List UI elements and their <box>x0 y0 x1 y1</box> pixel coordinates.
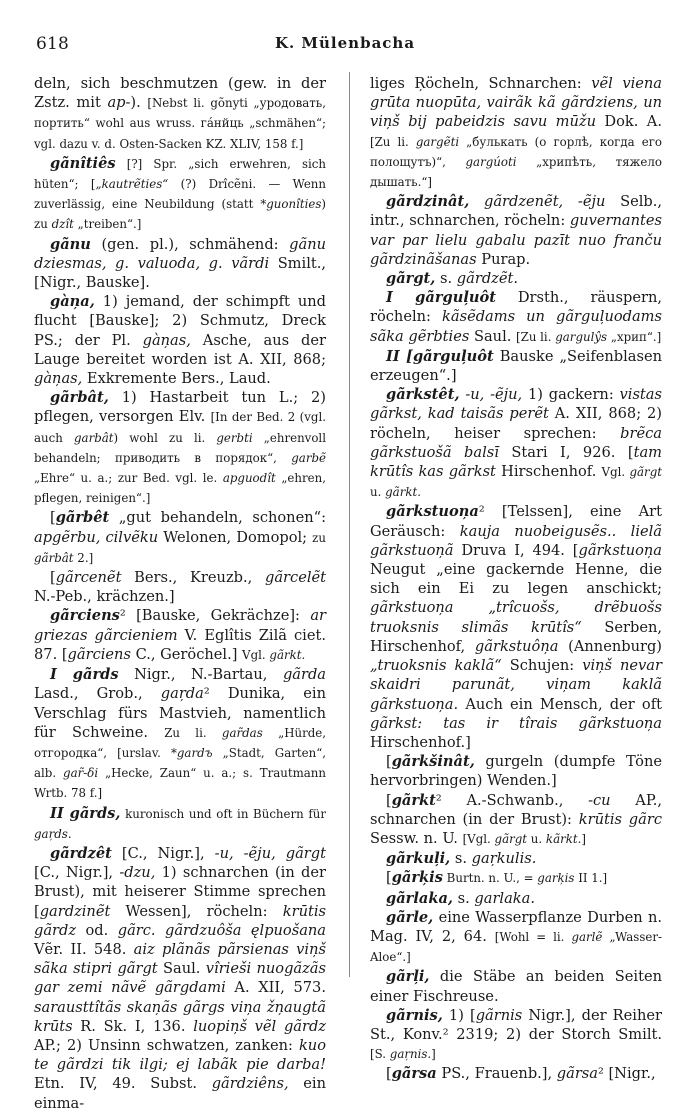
dictionary-entry <box>370 347 662 385</box>
entry-text: 1) schnarchen (in der Brust), mit heiserer Stimme sprechen [ <box>34 864 326 920</box>
entry-continuation <box>34 74 326 154</box>
headword: gãrkstêt, <box>386 386 460 404</box>
entry-text: aiz plãnãs pãrsienas viņš sãka stipri gãrgt <box>34 940 326 978</box>
entry-text: „treiben“.] <box>73 217 142 232</box>
entry-text: „gut behandeln, schonen“: <box>109 509 326 527</box>
headword: gãrkuļi, <box>386 850 451 868</box>
entry-text: 1) gackern: <box>522 386 620 404</box>
entry-text: 1) [ <box>442 1006 476 1024</box>
entry-text: zu <box>312 530 326 545</box>
entry-text: 1) Hastarbeit tun L.; 2) pflegen, versorgen Elv. <box>34 389 326 426</box>
right-column <box>370 74 663 1083</box>
entry-text: gardzinẽt <box>39 902 111 920</box>
entry-text: „хрипѣть, тяжело дышать.“] <box>370 154 662 190</box>
entry-text: (?) Drîcẽni. — Wenn zuverlässig, eine Neubildung (statt <box>34 177 326 212</box>
entry-text: Sessw. n. U. <box>370 829 463 847</box>
entry-text: Hirschenhof. <box>495 463 602 481</box>
headword: gãrle, <box>386 908 434 926</box>
entry-text: ) wohl zu li. <box>113 430 217 445</box>
entry-text: gargúoti <box>465 154 517 169</box>
dictionary-entry <box>34 804 326 844</box>
entry-text: guvernantes var par lielu gabalu pazīt nuo franču gãrdzinãšanas <box>370 212 662 268</box>
dictionary-entry <box>370 908 662 968</box>
dictionary-entry <box>34 606 326 665</box>
entry-text: ein einma- <box>34 1075 326 1112</box>
entry-text: ² A.-Schwanb., <box>435 791 589 809</box>
entry-text: Saul. <box>469 327 517 345</box>
dictionary-entry <box>370 889 662 908</box>
entry-text: [ <box>386 869 392 887</box>
dictionary-entry <box>34 292 326 388</box>
entry-text: [In der Bed. 2 (vgl. auch <box>34 410 326 445</box>
entry-text: „Ehre“ u. a.; zur Bed. vgl. le. <box>34 471 223 486</box>
entry-text: Zu li. <box>164 725 222 740</box>
entry-text: deln, sich beschmutzen (gew. in der Zstz. mit <box>34 75 326 112</box>
entry-text: s. <box>435 270 457 288</box>
entry-text: „truoksnis kaklã“ <box>370 657 502 675</box>
dictionary-entry <box>34 235 326 293</box>
headword: gãrsa <box>391 1065 437 1083</box>
entry-text: [ <box>50 509 56 527</box>
entry-text: (gen. pl.), schmähend: <box>90 235 290 253</box>
entry-text: Burtn. n. U., = <box>442 871 538 886</box>
entry-text: ap- <box>107 94 131 112</box>
entry-text: garbẽ <box>291 450 326 465</box>
entry-text: AP., schnarchen (in der Brust): <box>370 791 662 828</box>
entry-text: gãrda <box>282 666 326 684</box>
entry-text: *guonîties <box>260 197 322 212</box>
entry-text: R. Sk. I, 136. <box>72 1017 194 1035</box>
entry-text: „хрип“.] <box>607 329 662 344</box>
headword: gãrķis <box>391 869 443 887</box>
entry-text: Lasd., Grob., <box>34 685 161 703</box>
entry-text: ar griezas gãrcieniem <box>34 607 326 644</box>
entry-text: Purap. <box>476 250 531 268</box>
headword: gãnu <box>50 235 91 253</box>
entry-text: A. XII, 573. <box>225 979 326 997</box>
entry-text: gaŗda <box>160 685 204 703</box>
headword: gãrdzinât, <box>386 193 470 211</box>
entry-text: [ <box>386 791 392 809</box>
entry-text: apguodît <box>222 471 276 486</box>
entry-text: ² [Nigr., <box>598 1065 656 1083</box>
entry-text: gaŗkulis. <box>471 850 537 868</box>
dictionary-entry <box>370 1006 662 1065</box>
entry-text: Etn. IV, 49. Subst. <box>34 1075 212 1093</box>
entry-text: gãrkstuôņa <box>474 637 559 655</box>
dictionary-entry <box>370 868 662 888</box>
entry-text: gãrkt. <box>385 485 421 500</box>
entry-text: Vgl. <box>601 465 630 480</box>
entry-text: kuronisch und oft in Büchern für <box>120 806 326 821</box>
headword: gãrciens <box>50 607 120 625</box>
entry-text: [Wohl = li. <box>494 929 572 944</box>
entry-text: s. <box>453 889 475 907</box>
entry-text: Druva I, 494. [ <box>453 541 579 559</box>
entry-text: gãrkstuoņa <box>578 541 662 559</box>
left-column <box>34 74 327 1112</box>
entry-text: Vgl. <box>242 647 270 662</box>
entry-text: krūtis gãrc <box>578 810 662 828</box>
entry-text: gaŗnis. <box>389 1047 432 1062</box>
entry-text: gaŗds. <box>34 826 72 841</box>
entry-text: Bers., Kreuzb., <box>121 569 265 587</box>
running-head: K. Mülenbacha <box>274 34 416 52</box>
entry-text: [Nebst li. gõnyti „уродовать, портить“ wohl aus wruss. гáнйць „schmähen“; vgl. dazu v. d. Osten-Sacken KZ. XLIV, 158 f.] <box>34 96 326 151</box>
entry-text: gãrkst: tas ir tîrais gãrkstuoņa <box>370 714 662 732</box>
dictionary-entry <box>370 288 662 347</box>
headword: II [gãrguļuôt <box>386 347 494 365</box>
headword: II gãrds, <box>50 804 121 822</box>
entry-text: „Hecke, Zaun“ u. a.; s. Trautmann Wrtb. 78 f.] <box>34 766 327 801</box>
entry-text: gãrnis <box>475 1006 523 1024</box>
entry-text: gãrciens <box>67 645 131 663</box>
entry-text: garķis <box>537 871 575 886</box>
dictionary-entry <box>370 752 662 790</box>
entry-text: garlaka. <box>474 889 535 907</box>
entry-text: Dok. A. <box>596 113 662 131</box>
headword: gãrbêt <box>55 509 110 527</box>
entry-text: vẽl viena grūta nuopūta, vairãk kã gãrdziens, un viņš bij pabeidzis savu mūžu <box>370 75 662 131</box>
entry-text: (Annenburg) <box>558 637 662 655</box>
entry-text: [C., Nigr.], <box>111 844 215 862</box>
headword: gãrkstuoņa <box>386 503 479 521</box>
entry-text: Schujen: <box>501 657 583 675</box>
dictionary-entry <box>370 967 662 1005</box>
entry-text: luopiņš vẽl gãrdz <box>193 1017 326 1035</box>
dictionary-entry <box>34 388 326 508</box>
entry-text: Neugut „eine gackernde Henne, die sich ein Ei zu legen anschickt; <box>370 561 662 598</box>
entry-text: [S. <box>370 1047 390 1062</box>
entry-text: gãrbât <box>34 550 74 565</box>
entry-text: gargulŷs <box>555 329 608 344</box>
entry-text: gãnu dziesmas, g. valuoda, g. vãrdi <box>34 235 326 272</box>
headword: gãrkšinât, <box>391 753 475 771</box>
entry-text: liges Ŗöcheln, Schnarchen: <box>370 75 592 92</box>
entry-text: [C., Nigr.], <box>34 864 120 882</box>
entry-text: dzît <box>51 217 74 232</box>
entry-text: II 1.] <box>574 871 608 886</box>
entry-text: u. <box>370 485 386 500</box>
entry-text: gãrcenẽt <box>55 569 122 587</box>
entry-text: Drsth., räuspern, röcheln: <box>370 289 662 326</box>
entry-text: „Stadt, Garten“, alb. <box>34 745 326 781</box>
dictionary-entry <box>370 791 662 850</box>
entry-text: gãrgt <box>494 831 528 846</box>
entry-text: A. XII, 868; 2) röcheln, heiser sprechen: <box>370 405 662 442</box>
entry-text: vîrieši nuogãzãs gar zemi nãvẽ gãrgdami <box>34 960 326 997</box>
entry-text: Nigr., N.-Bartau, <box>118 666 283 684</box>
entry-text: kãsẽdams un gãrguļuodams sãka gẽrbties <box>370 308 662 345</box>
entry-text: „булькать (о горлѣ, когда его полощутъ)“, <box>370 134 662 169</box>
entry-text: [?] Spr. „sich erwehren, sich hüten“; [ <box>34 156 326 192</box>
dictionary-entry <box>370 385 662 502</box>
entry-text: [ <box>50 569 56 587</box>
headword: gãrlaka, <box>386 889 453 907</box>
headword: gãnîtiês <box>50 154 116 172</box>
entry-text: [Zu li. <box>516 329 556 344</box>
entry-text: kuo te gãrdzi tik ilgi; ej labãk pie darba! <box>34 1036 326 1074</box>
entry-text: [ <box>386 753 392 771</box>
entry-text: gãrgt <box>629 465 662 480</box>
entry-text: gãrcelẽt <box>265 569 326 587</box>
dictionary-entry <box>34 154 326 235</box>
entry-text: ) zu <box>34 197 326 232</box>
entry-text: ). <box>130 94 148 112</box>
headword: gãrdzêt <box>50 844 112 862</box>
entry-text: gãrsa <box>556 1065 598 1083</box>
page-header <box>36 34 654 60</box>
dictionary-entry <box>34 844 326 1113</box>
entry-text: garlẽ <box>571 929 603 944</box>
entry-text: gãrc. gãrdzuôša ęlpuošana <box>117 921 327 939</box>
entry-text: die Stäbe an beiden Seiten einer Fischreuse. <box>370 968 662 1005</box>
entry-text: Nigr.], der Reiher St., Konv.² 2319; 2) der Storch Smilt. <box>370 1006 662 1043</box>
headword: gãrgt, <box>386 270 436 288</box>
entry-text: ² [Bauske, Gekrächze]: <box>119 607 311 625</box>
headword: gãrkt <box>391 791 436 809</box>
entry-text: Welonen, Domopol; <box>158 528 313 546</box>
entry-text: 2.] <box>73 550 94 565</box>
entry-text: ² Dunika, ein Verschlag fürs Mastvieh, namentlich für Schweine. <box>34 685 326 741</box>
entry-text: gàņas, <box>34 370 83 388</box>
entry-text: C., Geröchel.] <box>130 645 243 663</box>
entry-text: gãrdzenẽt, -ẽju <box>469 193 606 211</box>
entry-text: [Vgl. <box>462 831 495 846</box>
entry-text: -u, -ẽju, <box>459 386 523 404</box>
entry-text: ] <box>431 1047 436 1062</box>
entry-text: ] <box>581 831 586 846</box>
entry-text: Hirschenhof.] <box>370 733 471 751</box>
entry-text: 1) jemand, der schimpft und flucht [Bauske]; 2) Schmutz, Dreck PS.; der Pl. <box>34 293 326 349</box>
entry-text: Stari I, 926. [ <box>498 443 634 461</box>
entry-text: gerbti <box>216 430 253 445</box>
dictionary-entry <box>34 665 326 803</box>
headword: I gãrds <box>50 666 119 684</box>
dictionary-entry <box>34 508 326 568</box>
entry-text: „Hürde, отгородка“, [urslav. <box>34 725 327 760</box>
entry-text: s. <box>450 850 472 868</box>
entry-text: Auch ein Mensch, der oft <box>458 695 662 713</box>
entry-text: gar̃-δi <box>63 766 99 781</box>
entry-text: -u, -ẽju, gãrgt <box>214 844 326 862</box>
entry-text: Asche, aus der Lauge bereitet worden ist A. XII, 868; <box>34 331 326 368</box>
entry-text: Serben, Hirschenhof, <box>370 618 662 655</box>
entry-text: Smilt., [Nigr., Bauske]. <box>34 254 327 292</box>
column-divider <box>349 72 350 977</box>
entry-text: gãrkstuoņa „trîcuošs, drẽbuošs truoksnis slimãs krūtîs“ <box>370 599 662 636</box>
entry-text: Selb., intr., schnarchen, röcheln: <box>370 193 663 230</box>
entry-text: u. <box>527 831 546 846</box>
entry-text: kauja nuobeigusẽs.. lielã gãrkstuoņã <box>370 522 662 559</box>
entry-text: gãrdziêns, <box>211 1075 289 1093</box>
headword: gãrļi, <box>386 968 430 986</box>
entry-text: AP.; 2) Unsinn schwatzen, zanken: <box>34 1036 299 1054</box>
dictionary-entry <box>370 269 662 288</box>
entry-text: viņš nevar skaidri parunãt, viņam kaklã gãrkstuoņa. <box>370 657 662 713</box>
headword: I gãrguļuôt <box>386 289 496 307</box>
entry-text: kãrkt. <box>545 831 582 846</box>
entry-text: ² [Telssen], eine Art Geräusch: <box>370 503 662 540</box>
entry-text: eine Wasserpflanze Durben n. Mag. IV, 2, 64. <box>370 908 662 945</box>
entry-text: *gardъ <box>170 745 213 760</box>
entry-text: od. <box>76 921 118 939</box>
page-number: 618 <box>36 34 70 54</box>
entry-text: [ <box>386 1065 392 1083</box>
entry-text: „kautrẽties“ <box>95 177 169 192</box>
headword: gàņa, <box>50 293 95 311</box>
entry-text: krūtis gãrdz <box>34 902 326 939</box>
entry-text: tam krūtîs kas gãrkst <box>370 443 662 481</box>
entry-text: PS., Frauenb.], <box>436 1065 557 1083</box>
entry-text: gàņas, <box>142 331 191 349</box>
entry-text: -dzu, <box>119 864 156 882</box>
entry-text: V. Eglîtis Zilã ciet. 87. [ <box>34 626 326 663</box>
dictionary-entry <box>370 502 662 752</box>
dictionary-entry <box>370 1064 662 1083</box>
entry-text: vistas gãrkst, kad taisãs perẽt <box>370 386 662 423</box>
entry-text: garbât <box>73 430 114 445</box>
entry-text: Saul. <box>157 960 206 978</box>
entry-text: gargẽti <box>415 134 460 149</box>
entry-continuation <box>370 74 662 192</box>
entry-text: Exkremente Bers., Laud. <box>82 370 271 388</box>
entry-text: Wessen], röcheln: <box>110 902 283 920</box>
entry-text: Vẽr. II. 548. <box>34 940 134 958</box>
dictionary-entry <box>370 849 662 868</box>
entry-text: Bauske „Seifenblasen erzeugen“.] <box>370 347 662 385</box>
entry-text: [Zu li. <box>370 134 416 149</box>
dictionary-entry <box>34 568 326 606</box>
entry-text: brẽca gãrkstuošã balsī <box>370 424 662 461</box>
entry-text: apgẽrbu, cilvẽku <box>34 528 159 546</box>
entry-text: „Wasser-Aloe“.] <box>370 929 662 965</box>
headword: gãrnis, <box>386 1006 443 1024</box>
entry-text: gãrdzẽt. <box>456 270 518 288</box>
entry-text: gurgeln (dumpfe Töne hervorbringen) Wenden.] <box>370 753 662 790</box>
entry-text: N.-Peb., krächzen.] <box>34 588 175 606</box>
entry-text: gãrkt. <box>269 647 306 662</box>
entry-text: gar̃das <box>221 725 263 740</box>
entry-text: „ehren, pflegen, reinigen“.] <box>34 471 326 506</box>
dictionary-entry <box>370 192 662 269</box>
headword: gãrbât, <box>50 389 109 407</box>
entry-text: sarausttîtãs skaņãs gãrgs viņa žņaugtã krūts <box>34 998 326 1035</box>
entry-text: „ehrenvoll behandeln; приводить в порядок“, <box>34 430 326 465</box>
entry-text: -cu <box>588 791 611 809</box>
